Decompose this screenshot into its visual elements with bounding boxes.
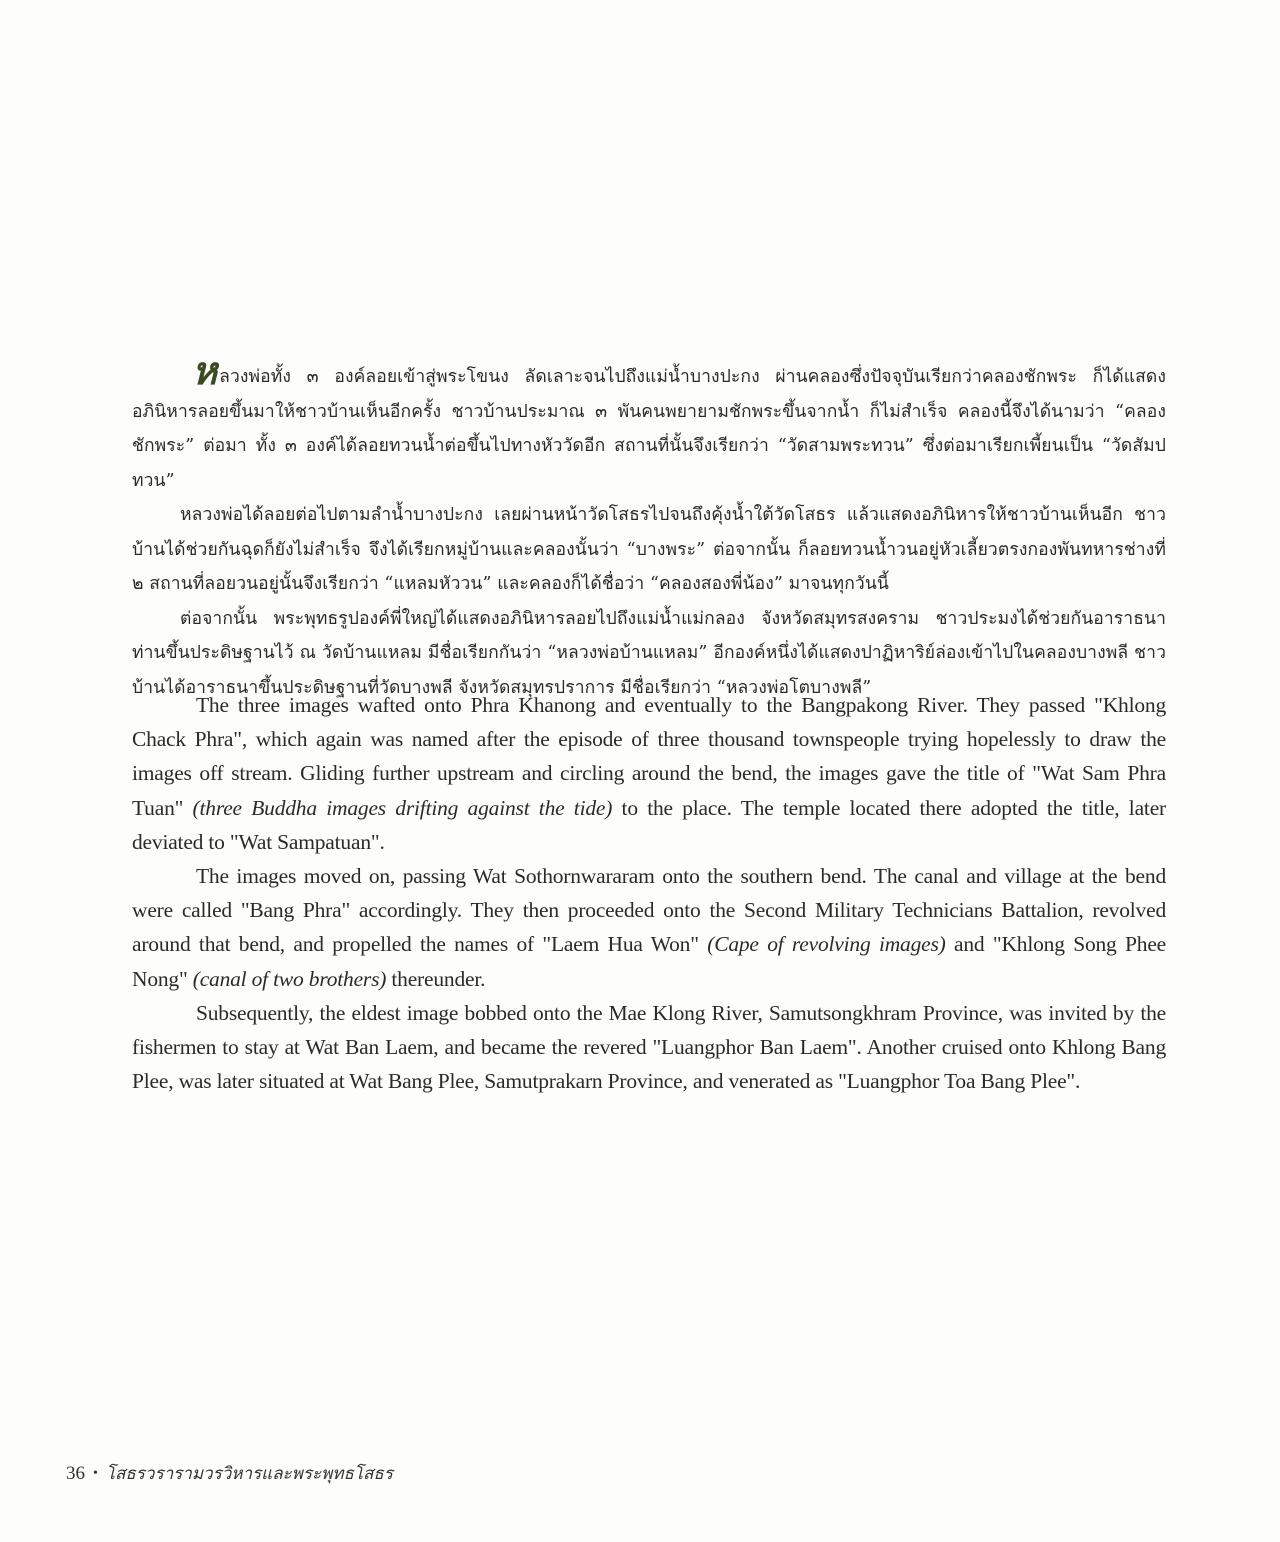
english-paragraph-1-text-a: The three images wafted onto Phra Khanong and eventually to the Bangpakong River. They passed "Khlong Chack Phra", which again was named after the episode of three thousand townspeople trying hopelessly to draw the images off stream. Gliding further upstream and circling around the bend, the images gave the title of "Wat Sam Phra Tuan" [132,693,1166,820]
thai-drop-cap: ห [192,348,218,393]
english-paragraph-3: Subsequently, the eldest image bobbed onto the Mae Klong River, Samutsongkhram Province, was invited by the fishermen to stay at Wat Ban Laem, and became the revered "Luangphor Ban Laem". Another cruised onto Khlong Bang Plee, was later situated at Wat Bang Plee, Samutprakarn Province, and venerated as "Luangphor Toa Bang Plee". [132,1000,1166,1094]
page-number: 36 [66,1463,85,1484]
book-title: โสธรวรารามวรวิหารและพระพุทธโสธร [105,1464,393,1483]
thai-text-block [132,348,1166,705]
page-footer [66,1460,393,1487]
footer-bullet: • [93,1466,98,1481]
english-paragraph-1-text-b: to the place. The temple located there adopted the title, later deviated to "Wat Sampatuan". [132,795,1166,854]
english-paragraph-2 [132,859,1166,996]
thai-paragraph-3: ต่อจากนั้น พระพุทธรูปองค์พี่ใหญ่ได้แสดงอภินิหารลอยไปถึงแม่น้ำแม่กลอง จังหวัดสมุทรสงคราม ชาวประมงได้ช่วยกันอาราธนาท่านขึ้นประดิษฐานไว้ ณ วัดบ้านแหลม มีชื่อเรียกกันว่า “หลวงพ่อบ้านแหลม” อีกองค์หนึ่งได้แสดงปาฏิหาริย์ล่องเข้าไปในคลองบางพลี ชาวบ้านได้อาราธนาขึ้นประดิษฐานที่วัดบางพลี จังหวัดสมุทรปราการ มีชื่อเรียกว่า “หลวงพ่อโตบางพลี” [132,608,1166,698]
english-paragraph-2-text-b: and "Khlong Song Phee Nong" [132,932,1167,991]
english-paragraph-2-text-c: thereunder. [386,966,486,991]
english-paragraph-2-italic-1: (Cape of revolving images) [707,932,946,957]
english-paragraph-1-italic: (three Buddha images drifting against the tide) [192,795,613,820]
english-paragraph-2-text-a: The images moved on, passing Wat Sothornwararam onto the southern bend. The canal and village at the bend were called "Bang Phra" accordingly. They then proceeded onto the Second Military Technicians Battalion, revolved around that bend, and propelled the names of "Laem Hua Won" [132,864,1166,957]
english-text-block [132,688,1166,1098]
thai-paragraph-1 [132,348,1166,498]
thai-paragraph-1-text: ลวงพ่อทั้ง ๓ องค์ลอยเข้าสู่พระโขนง ลัดเลาะจนไปถึงแม่น้ำบางปะกง ผ่านคลองซึ่งปัจจุบันเรียกว่าคลองชักพระ ก็ได้แสดงอภินิหารลอยขึ้นมาให้ชาวบ้านเห็นอีกครั้ง ชาวบ้านประมาณ ๓ พันคนพยายามชักพระขึ้นจากน้ำ ก็ไม่สำเร็จ คลองนี้จึงได้นามว่า “คลองชักพระ” ต่อมา ทั้ง ๓ องค์ได้ลอยทวนน้ำต่อขึ้นไปทางหัววัดอีก สถานที่นั้นจึงเรียกว่า “วัดสามพระทวน” ซึ่งต่อมาเรียกเพี้ยนเป็น “วัดสัมปทวน” [132,367,1166,491]
english-paragraph-2-italic-2: (canal of two brothers) [192,966,387,991]
english-paragraph-1 [132,688,1166,859]
thai-paragraph-2: หลวงพ่อได้ลอยต่อไปตามลำน้ำบางปะกง เลยผ่านหน้าวัดโสธรไปจนถึงคุ้งน้ำใต้วัดโสธร แล้วแสดงอภินิหารให้ชาวบ้านเห็นอีก ชาวบ้านได้ช่วยกันฉุดก็ยังไม่สำเร็จ จึงได้เรียกหมู่บ้านและคลองนั้นว่า “บางพระ” ต่อจากนั้น ก็ลอยทวนน้ำวนอยู่หัวเลี้ยวตรงกองพันทหารช่างที่ ๒ สถานที่ลอยวนอยู่นั้นจึงเรียกว่า “แหลมหัววน” และคลองก็ได้ชื่อว่า “คลองสองพี่น้อง” มาจนทุกวันนี้ [132,505,1166,594]
